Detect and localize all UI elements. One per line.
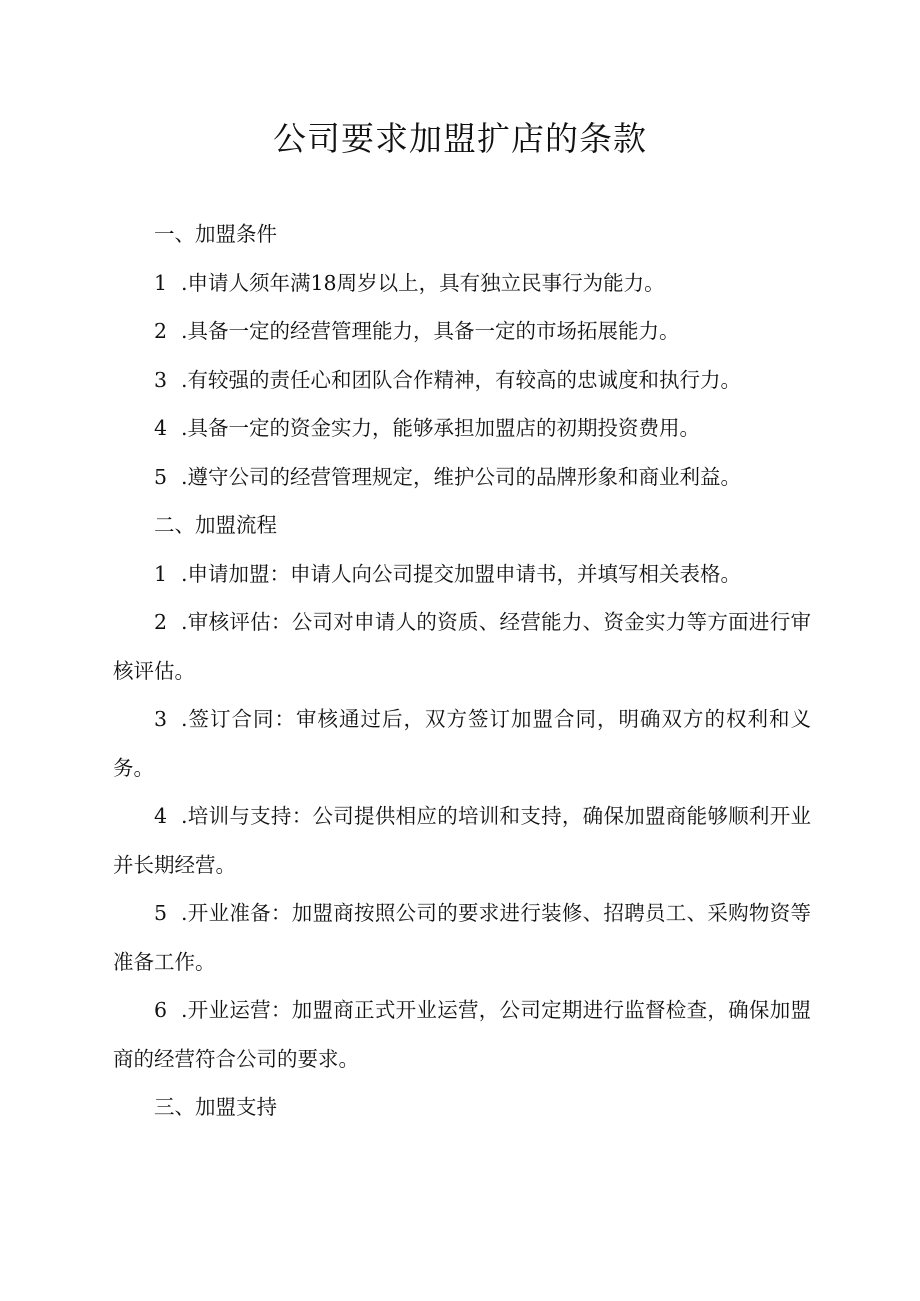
condition-item: 3 .有较强的责任心和团队合作精神，有较高的忠诚度和执行力。 <box>154 367 742 392</box>
process-item: 1 .申请加盟：申请人向公司提交加盟申请书，并填写相关表格。 <box>154 561 742 586</box>
condition-item: 4 .具备一定的资金实力，能够承担加盟店的初期投资费用。 <box>154 416 701 440</box>
process-item: 4 .培训与支持：公司提供相应的培训和支持，确保加盟商能够顺利开业并长期经营。 <box>113 804 811 877</box>
condition-item: 5 .遵守公司的经营管理规定，维护公司的品牌形象和商业利益。 <box>154 464 742 489</box>
section-heading-process: 二、加盟流程 <box>154 513 277 537</box>
condition-item: 2 .具备一定的经营管理能力，具备一定的市场拓展能力。 <box>154 319 680 343</box>
process-item: 2 .审核评估：公司对申请人的资质、经营能力、资金实力等方面进行审核评估。 <box>113 610 811 683</box>
process-item: 6 .开业运营：加盟商正式开业运营，公司定期进行监督检查，确保加盟商的经营符合公司的要求。 <box>113 998 811 1071</box>
section-heading-conditions: 一、加盟条件 <box>154 222 277 246</box>
document-title: 公司要求加盟扩店的条款 <box>273 119 647 158</box>
section-heading-support: 三、加盟支持 <box>154 1095 277 1119</box>
process-item: 3 .签订合同：审核通过后，双方签订加盟合同，明确双方的权利和义务。 <box>113 707 811 780</box>
process-item: 5 .开业准备：加盟商按照公司的要求进行装修、招聘员工、采购物资等准备工作。 <box>113 901 811 974</box>
document-body <box>113 210 811 1132</box>
condition-item: 1 .申请人须年满18周岁以上，具有独立民事行为能力。 <box>154 270 665 295</box>
